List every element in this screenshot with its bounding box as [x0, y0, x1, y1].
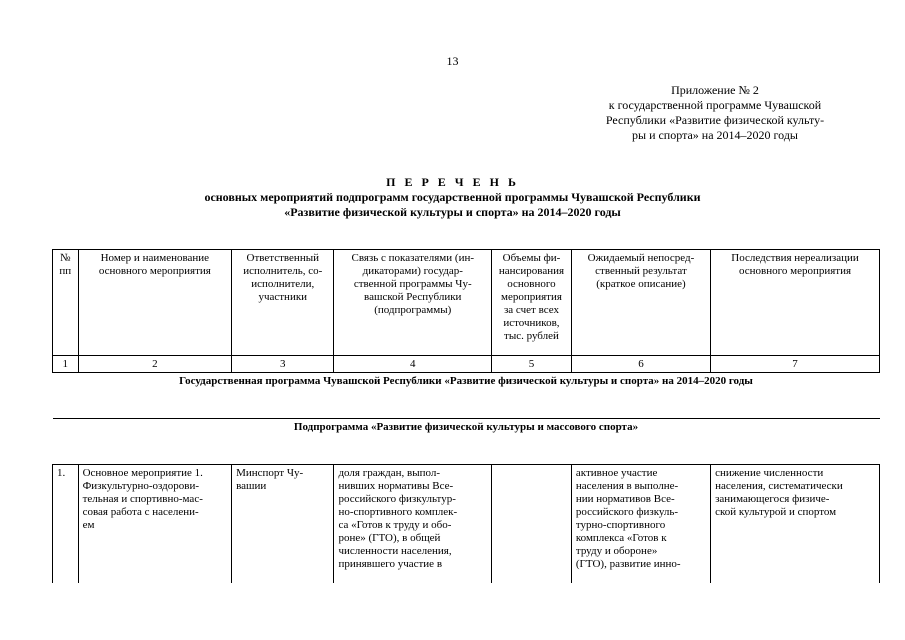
cell-line: (краткое описание)	[596, 278, 686, 290]
cell-line: Последствия нереализации	[731, 252, 859, 264]
cell-line: Связь с показателями (ин-	[351, 252, 474, 264]
indicator	[334, 465, 492, 583]
measure-name	[78, 465, 232, 583]
cell-line: участники	[258, 291, 308, 303]
cell-line: доля граждан, выпол-	[338, 467, 441, 479]
cell-line: нансирования	[498, 265, 565, 277]
cell-line: Номер и наименование	[100, 252, 210, 264]
expected-result	[571, 465, 710, 583]
table-row	[53, 465, 880, 583]
column-number: 3	[232, 356, 334, 373]
document-subtitle-line2: «Развитие физической культуры и спорта» на 2014–2020 годы	[284, 205, 621, 219]
cell-line: нии нормативов Все-	[575, 493, 675, 505]
cell-line: основного	[507, 278, 556, 290]
header-cell-result	[571, 250, 710, 356]
cell-line: российского физкультур-	[338, 493, 456, 505]
cell-line: снижение численности	[715, 467, 824, 479]
page-number: 13	[446, 54, 459, 68]
document-heading	[0, 175, 905, 220]
column-number: 7	[711, 356, 880, 373]
cell-line: Физкультурно-оздорови-	[82, 480, 199, 492]
header-cell-funding	[492, 250, 572, 356]
cell-line: населения, систематически	[715, 480, 843, 492]
cell-line: совая работа с населени-	[82, 506, 199, 518]
cell-line: комплекса «Готов к	[575, 532, 667, 544]
header-cell-executor	[232, 250, 334, 356]
table-header	[53, 250, 880, 373]
document-subtitle-line1: основных мероприятий подпрограмм государственной программы Чувашской Республики	[204, 190, 701, 204]
cell-line: мероприятия	[500, 291, 562, 303]
column-number: 4	[334, 356, 492, 373]
cell-line: ственный результат	[595, 265, 687, 277]
cell-line: №	[60, 252, 71, 264]
cell-line: Основное мероприятие 1.	[82, 467, 203, 479]
cell-line: (ГТО), развитие инно-	[575, 558, 681, 570]
cell-line: исполнитель, со-	[243, 265, 323, 277]
column-number: 1	[53, 356, 79, 373]
cell-line: тельная и спортивно-мас-	[82, 493, 203, 505]
appendix-line: Республики «Развитие физической культу-	[605, 113, 825, 127]
cell-line: турно-спортивного	[575, 519, 666, 531]
cell-line: Объемы фи-	[502, 252, 561, 264]
cell-line: тыс. рублей	[504, 330, 559, 342]
cell-line: (подпрограммы)	[374, 304, 452, 316]
cell-line: ской культурой и спортом	[715, 506, 837, 518]
header-cell-indicators	[334, 250, 492, 356]
measures-table	[52, 249, 880, 583]
cell-line: за счет всех	[503, 304, 559, 316]
cell-line: Минспорт Чу-	[236, 467, 304, 479]
appendix-line: Приложение № 2	[671, 83, 759, 97]
cell-line: са «Готов к труду и обо-	[338, 519, 452, 531]
program-title: Государственная программа Чувашской Республики «Развитие физической культуры и спорта» на 2014–2020 годы	[53, 373, 880, 419]
cell-line: нивших нормативы Все-	[338, 480, 454, 492]
cell-line: источников,	[503, 317, 560, 329]
program-title-row	[53, 373, 880, 419]
cell-line: ем	[82, 519, 95, 531]
column-number-row	[53, 356, 880, 373]
appendix-line: к государственной программе Чувашской	[608, 98, 822, 112]
column-number: 6	[571, 356, 710, 373]
funding	[492, 465, 572, 583]
cell-line: численности населения,	[338, 545, 452, 557]
cell-line: Ожидаемый непосред-	[587, 252, 695, 264]
subprogram-title-row	[53, 419, 880, 465]
cell-line: роне» (ГТО), в общей	[338, 532, 441, 544]
header-cell-num	[53, 250, 79, 356]
cell-line: основного мероприятия	[739, 265, 852, 277]
cell-line: исполнители,	[251, 278, 315, 290]
row-number: 1.	[53, 465, 79, 583]
cell-line: российского физкуль-	[575, 506, 679, 518]
cell-line: принявшего участие в	[338, 558, 443, 570]
appendix-line: ры и спорта» на 2014–2020 годы	[632, 128, 798, 142]
cell-line: активное участие	[575, 467, 658, 479]
document-title: П Е Р Е Ч Е Н Ь	[386, 175, 519, 189]
appendix-note	[575, 83, 855, 143]
consequences	[711, 465, 880, 583]
column-number: 2	[78, 356, 232, 373]
cell-line: но-спортивного комплек-	[338, 506, 458, 518]
cell-line: вашской Республики	[364, 291, 462, 303]
executor	[232, 465, 334, 583]
cell-line: дикаторами) государ-	[362, 265, 463, 277]
header-cell-name	[78, 250, 232, 356]
cell-line: пп	[59, 265, 72, 277]
column-number: 5	[492, 356, 572, 373]
cell-line: ственной программы Чу-	[353, 278, 472, 290]
cell-line: Ответственный	[246, 252, 319, 264]
cell-line: занимающегося физиче-	[715, 493, 830, 505]
cell-line: вашии	[236, 480, 267, 492]
header-cell-consequences	[711, 250, 880, 356]
subprogram-title: Подпрограмма «Развитие физической культуры и массового спорта»	[53, 419, 880, 465]
cell-line: населения в выполне-	[575, 480, 679, 492]
cell-line: труду и обороне»	[575, 545, 658, 557]
cell-line: основного мероприятия	[98, 265, 211, 277]
